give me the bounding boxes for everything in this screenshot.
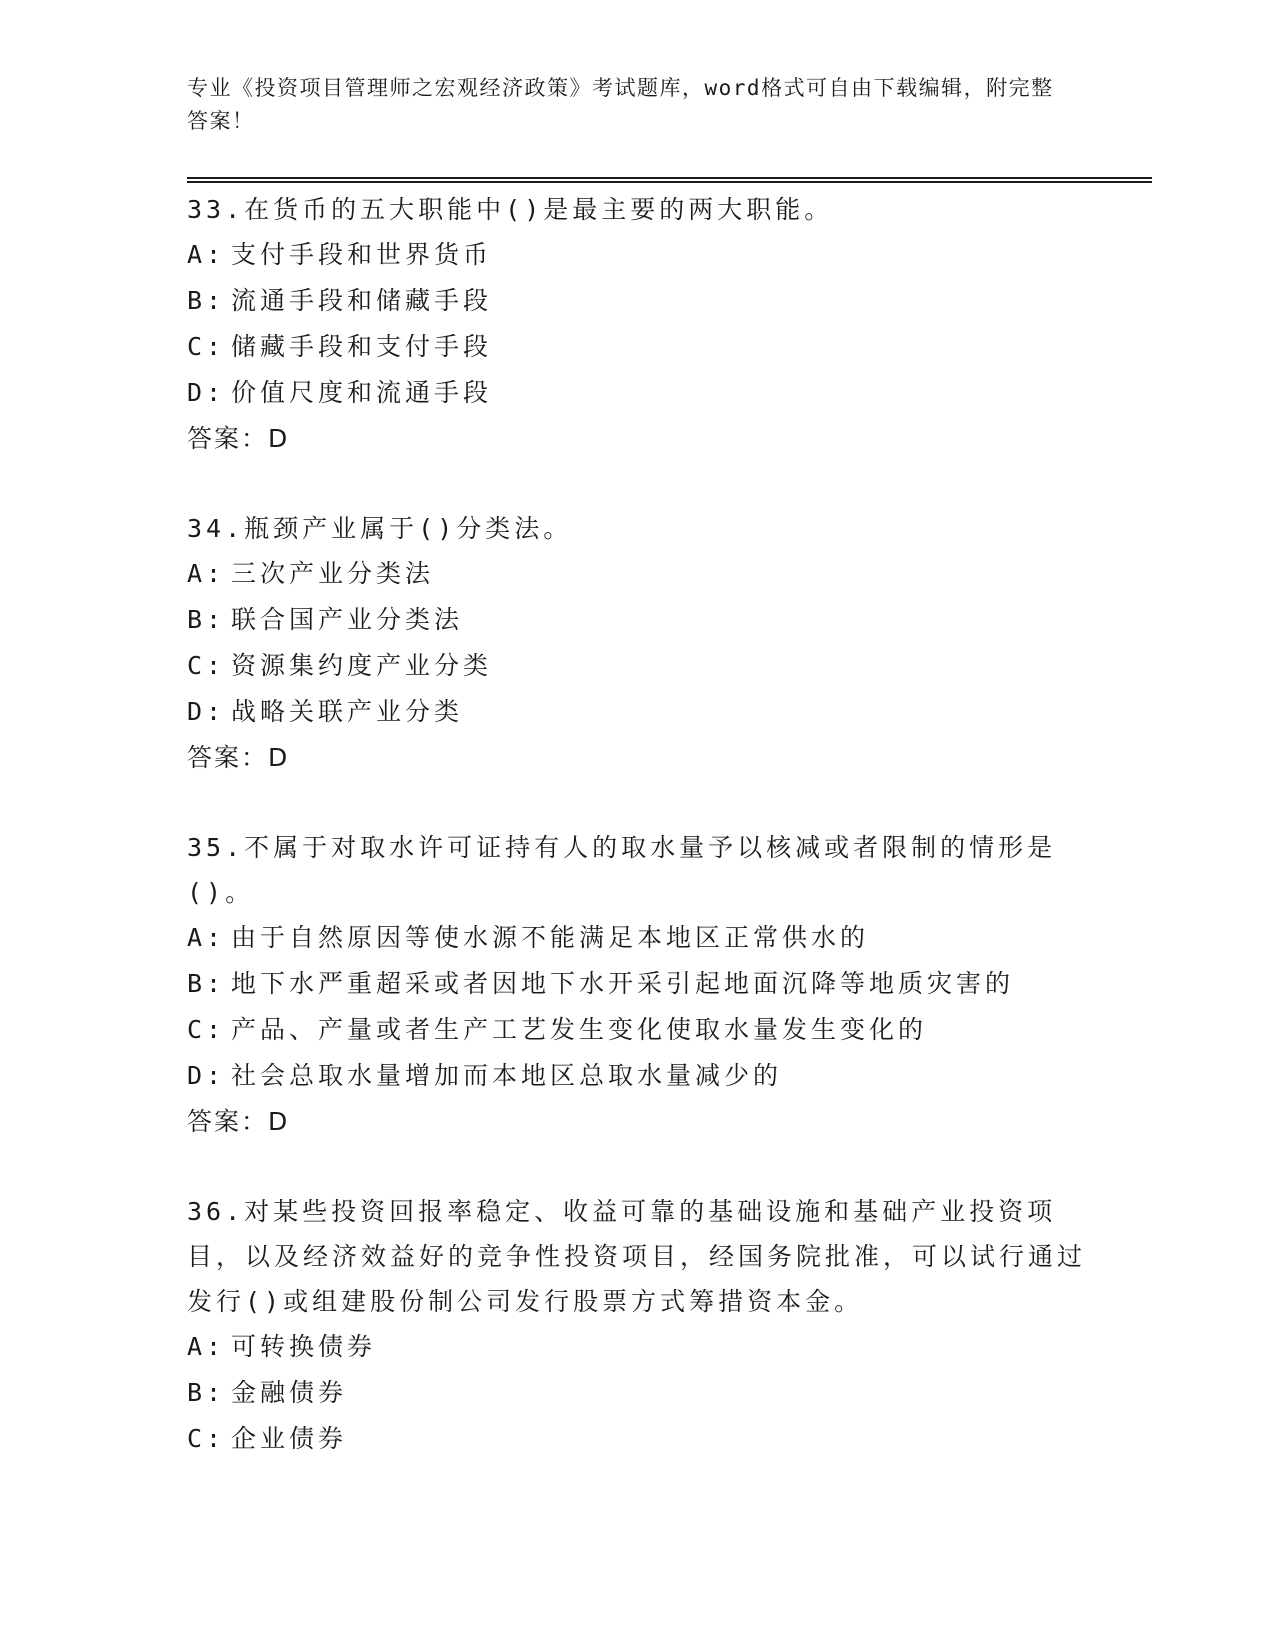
option-letter: A: [187, 559, 226, 588]
option-letter: D: [187, 1061, 226, 1090]
option-letter: C: [187, 651, 226, 680]
option-letter: C: [187, 332, 226, 361]
question-stem: 33.在货币的五大职能中()是最主要的两大职能。 [187, 195, 834, 224]
option-d [187, 370, 1087, 416]
question-34 [187, 506, 1087, 780]
question-list [187, 187, 1087, 1507]
question-35 [187, 825, 1087, 1144]
option-c [187, 324, 1087, 370]
option-a [187, 915, 1087, 961]
question-stem: 35.不属于对取水许可证持有人的取水量予以核减或者限制的情形是()。 [187, 833, 1057, 907]
option-text: 金融债券 [231, 1378, 348, 1407]
option-a [187, 1324, 1087, 1370]
option-letter: C: [187, 1015, 226, 1044]
header-divider-bottom [187, 181, 1152, 183]
option-letter: B: [187, 605, 226, 634]
option-letter: B: [187, 1378, 226, 1407]
option-letter: A: [187, 1332, 226, 1361]
option-text: 可转换债券 [231, 1332, 377, 1361]
option-text: 三次产业分类法 [231, 559, 435, 588]
answer-line: 答案：D [187, 424, 290, 453]
option-letter: D: [187, 378, 226, 407]
option-d [187, 1053, 1087, 1099]
answer-line: 答案：D [187, 1107, 290, 1136]
option-text: 联合国产业分类法 [231, 605, 464, 634]
option-b [187, 597, 1087, 643]
option-letter: C: [187, 1424, 226, 1453]
question-stem: 34.瓶颈产业属于()分类法。 [187, 514, 573, 543]
option-text: 地下水严重超采或者因地下水开采引起地面沉降等地质灾害的 [231, 969, 1015, 998]
option-text: 由于自然原因等使水源不能满足本地区正常供水的 [231, 923, 870, 952]
option-text: 储藏手段和支付手段 [231, 332, 493, 361]
option-text: 支付手段和世界货币 [231, 240, 493, 269]
question-stem: 36.对某些投资回报率稳定、收益可靠的基础设施和基础产业投资项目，以及经济效益好的竞争性投资项目，经国务院批准，可以试行通过发行()或组建股份制公司发行股票方式筹措资本金。 [187, 1197, 1087, 1316]
question-33 [187, 187, 1087, 461]
option-text: 流通手段和储藏手段 [231, 286, 493, 315]
option-a [187, 551, 1087, 597]
option-text: 产品、产量或者生产工艺发生变化使取水量发生变化的 [231, 1015, 928, 1044]
header-divider-top [187, 177, 1152, 179]
option-d [187, 689, 1087, 735]
option-text: 企业债券 [231, 1424, 348, 1453]
option-b [187, 961, 1087, 1007]
option-b [187, 278, 1087, 324]
option-letter: B: [187, 286, 226, 315]
question-36 [187, 1189, 1087, 1462]
option-b [187, 1370, 1087, 1416]
document-header: 专业《投资项目管理师之宏观经济政策》考试题库，word格式可自由下载编辑，附完整答案！ [187, 76, 1054, 133]
answer-line: 答案：D [187, 743, 290, 772]
option-a [187, 232, 1087, 278]
option-letter: A: [187, 923, 226, 952]
option-c [187, 1007, 1087, 1053]
option-letter: D: [187, 697, 226, 726]
option-c [187, 1416, 1087, 1462]
option-c [187, 643, 1087, 689]
option-text: 价值尺度和流通手段 [231, 378, 493, 407]
option-letter: A: [187, 240, 226, 269]
option-text: 战略关联产业分类 [231, 697, 464, 726]
option-text: 资源集约度产业分类 [231, 651, 493, 680]
option-text: 社会总取水量增加而本地区总取水量减少的 [231, 1061, 783, 1090]
option-letter: B: [187, 969, 226, 998]
